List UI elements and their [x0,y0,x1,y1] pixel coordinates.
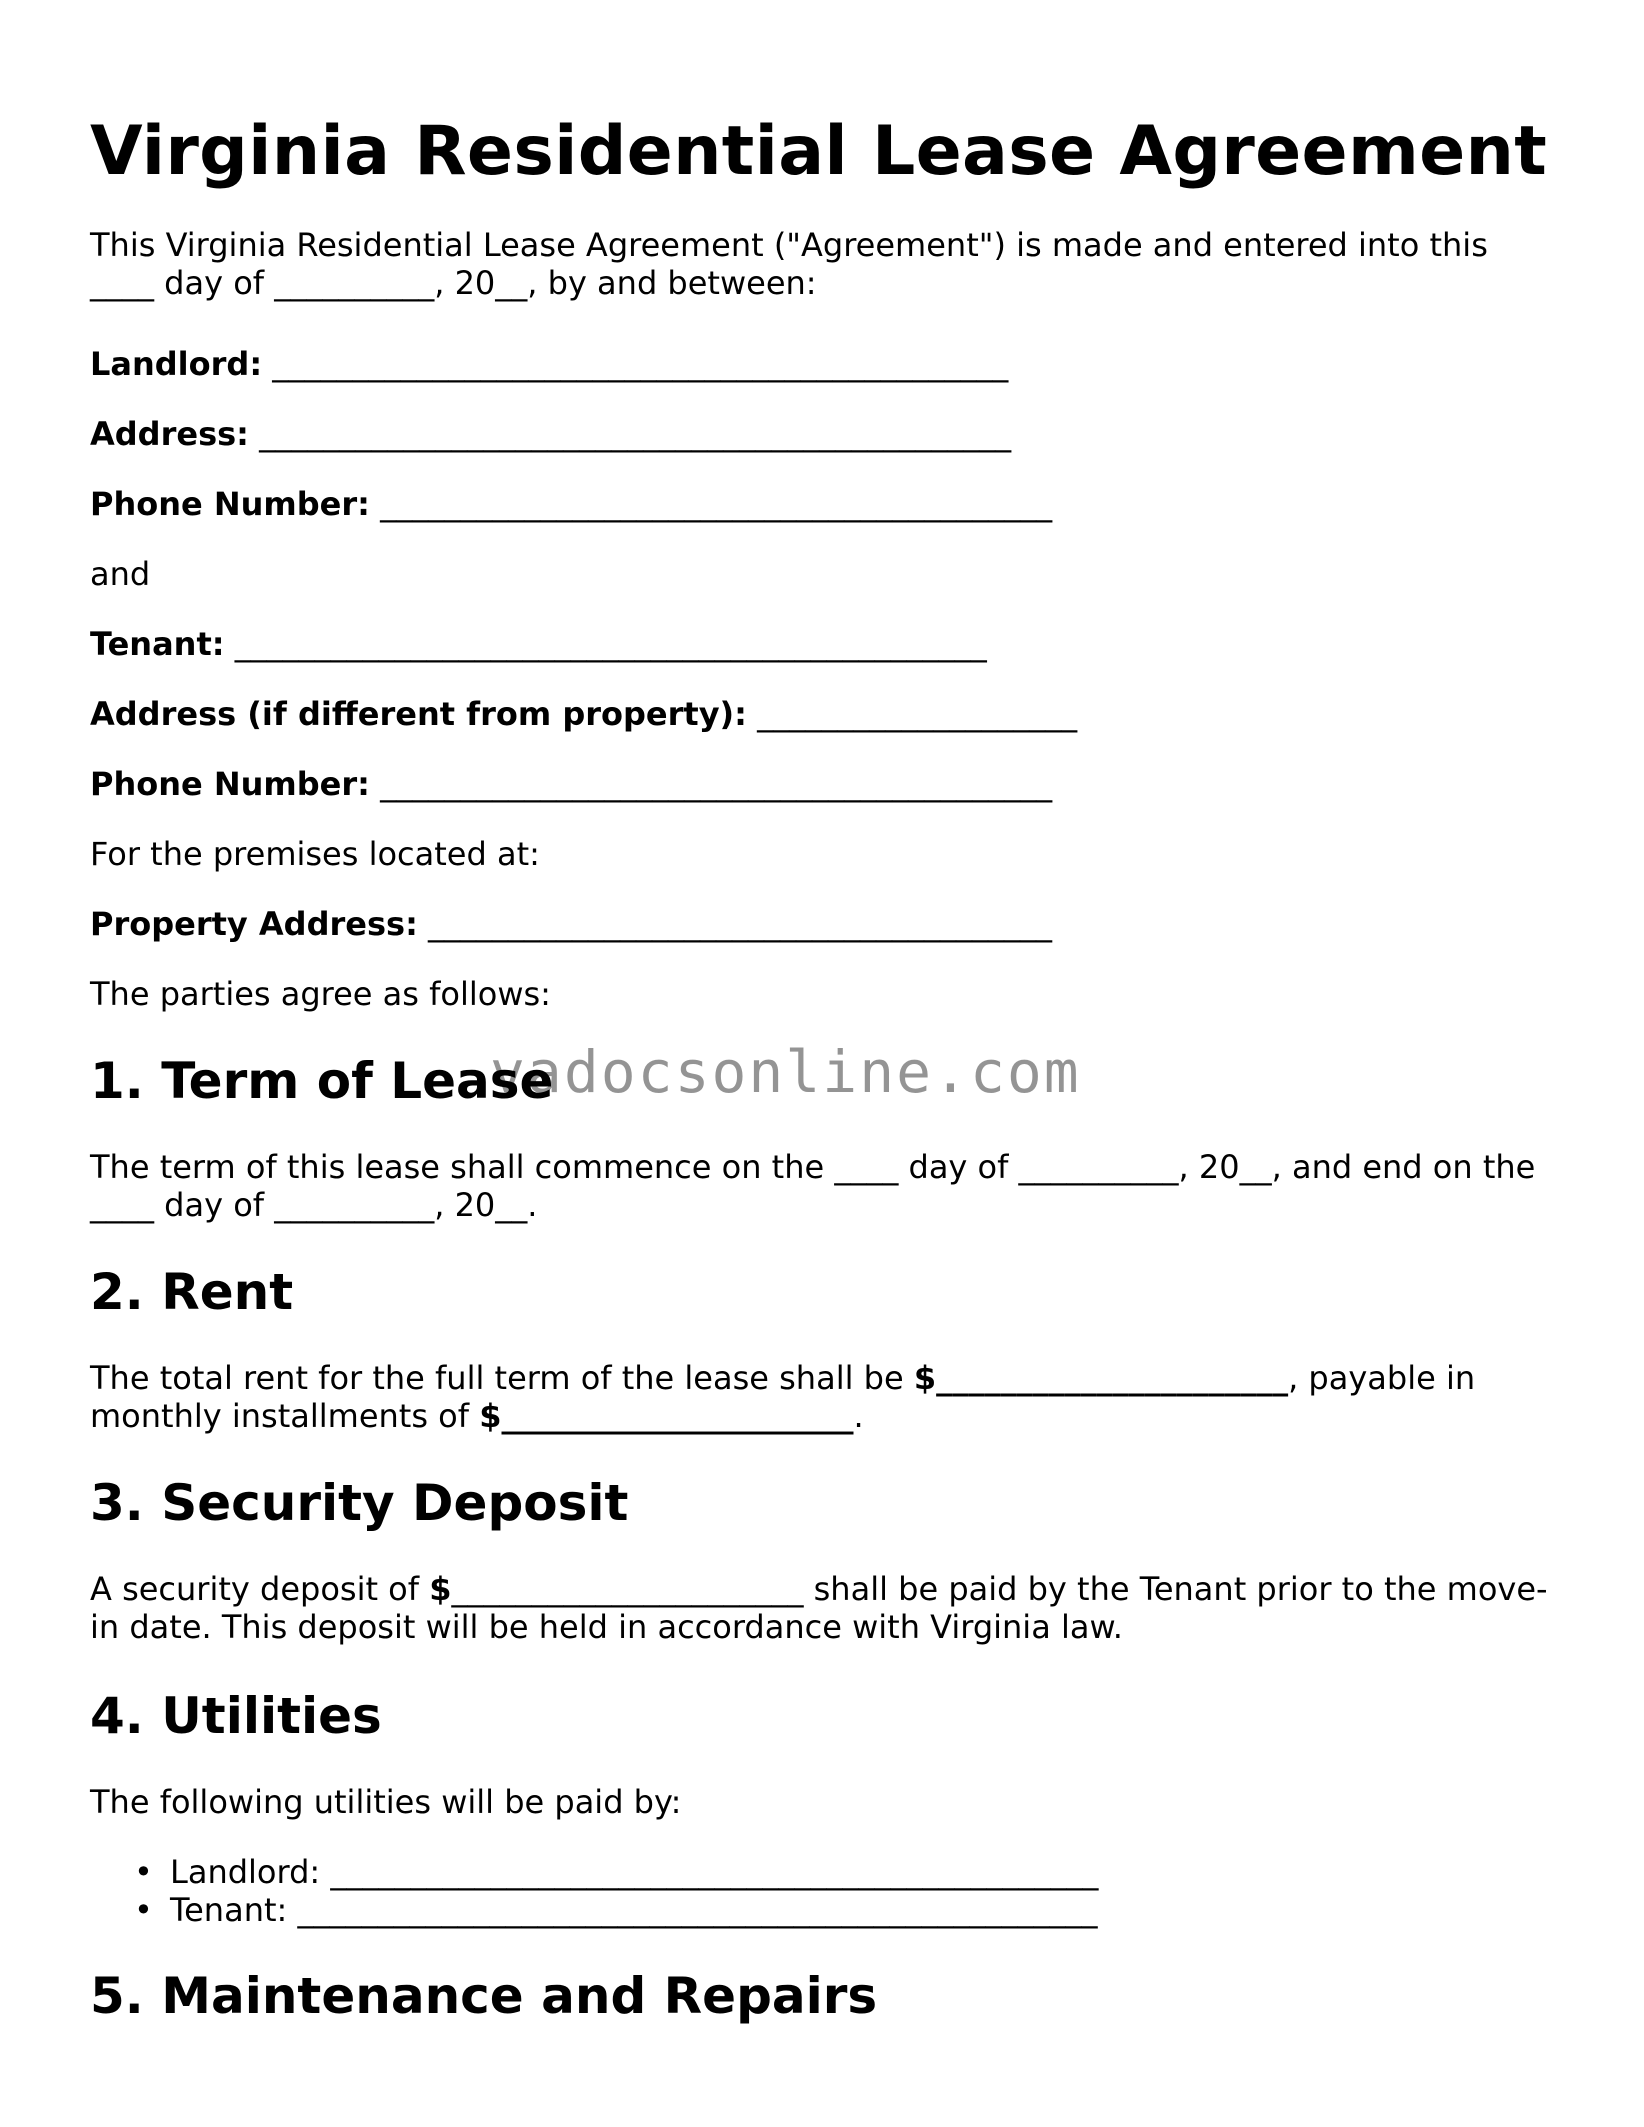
list-item [132,1853,1098,1891]
tenant-phone-blank: __________________________________________ [380,765,1053,803]
rent-total-text: The total rent for the full term of the lease shall be [90,1359,914,1397]
section-utilities-intro: The following utilities will be paid by: [90,1783,682,1821]
page-title: Virginia Residential Lease Agreement [90,112,1548,191]
section-rent-heading: 2. Rent [90,1263,294,1321]
rent-total-amount: $______________________ [913,1359,1289,1397]
tenant-phone-label: Phone Number: [90,765,370,803]
landlord-phone-label: Phone Number: [90,485,370,523]
deposit-blank: ______________________ [451,1570,804,1608]
section-term-line-1: The term of this lease shall commence on the ____ day of __________, 20__, and end on the [90,1148,1536,1186]
intro-line-2: ____ day of __________, 20__, by and between: [90,264,817,302]
tenant-address-field [90,695,1077,733]
tenant-name-field [90,625,987,663]
utilities-list [132,1853,1098,1929]
tenant-phone-field [90,765,1052,803]
landlord-phone-blank: __________________________________________ [380,485,1053,523]
landlord-name-field [90,345,1008,383]
rent-monthly-amount: $______________________ [479,1397,854,1435]
agree-text: The parties agree as follows: [90,975,551,1013]
section-rent-line-2 [90,1397,864,1435]
landlord-name-blank: ______________________________________________ [272,345,1009,383]
and-text: and [90,555,151,593]
section-deposit-line-1 [90,1570,1548,1608]
section-deposit-heading: 3. Security Deposit [90,1474,629,1532]
property-address-label: Property Address: [90,905,418,943]
landlord-name-label: Landlord: [90,345,263,383]
utilities-tenant: Tenant: __________________________________________________ [170,1891,1098,1929]
rent-total-suffix: , payable in [1288,1359,1476,1397]
intro-line-1: This Virginia Residential Lease Agreement ("Agreement") is made and entered into this [90,226,1488,264]
section-term-heading: 1. Term of Lease [90,1052,554,1110]
premises-text: For the premises located at: [90,835,540,873]
section-utilities-heading: 4. Utilities [90,1687,382,1745]
rent-monthly-suffix: . [853,1397,864,1435]
tenant-address-blank: ____________________ [757,695,1078,733]
deposit-suffix: shall be paid by the Tenant prior to the move- [803,1570,1548,1608]
rent-monthly-text: monthly installments of [90,1397,480,1435]
tenant-name-label: Tenant: [90,625,225,663]
list-item [132,1891,1098,1929]
section-rent-line-1 [90,1359,1475,1397]
section-deposit-line-2: in date. This deposit will be held in accordance with Virginia law. [90,1608,1123,1646]
watermark: vadocsonline.com [490,1038,1081,1106]
landlord-address-field [90,415,1011,453]
section-maintenance-heading: 5. Maintenance and Repairs [90,1967,878,2025]
deposit-dollar-sign: $ [429,1570,452,1608]
bullet-icon: • [134,1891,153,1929]
tenant-address-label: Address (if different from property): [90,695,747,733]
section-term-line-2: ____ day of __________, 20__. [90,1186,538,1224]
property-address-blank: _______________________________________ [428,905,1053,943]
landlord-phone-field [90,485,1052,523]
utilities-landlord: Landlord: ________________________________________________ [170,1853,1099,1891]
landlord-address-blank: _______________________________________________ [259,415,1012,453]
bullet-icon: • [134,1853,153,1891]
tenant-name-blank: _______________________________________________ [234,625,987,663]
property-address-field [90,905,1052,943]
landlord-address-label: Address: [90,415,249,453]
deposit-text: A security deposit of [90,1570,430,1608]
